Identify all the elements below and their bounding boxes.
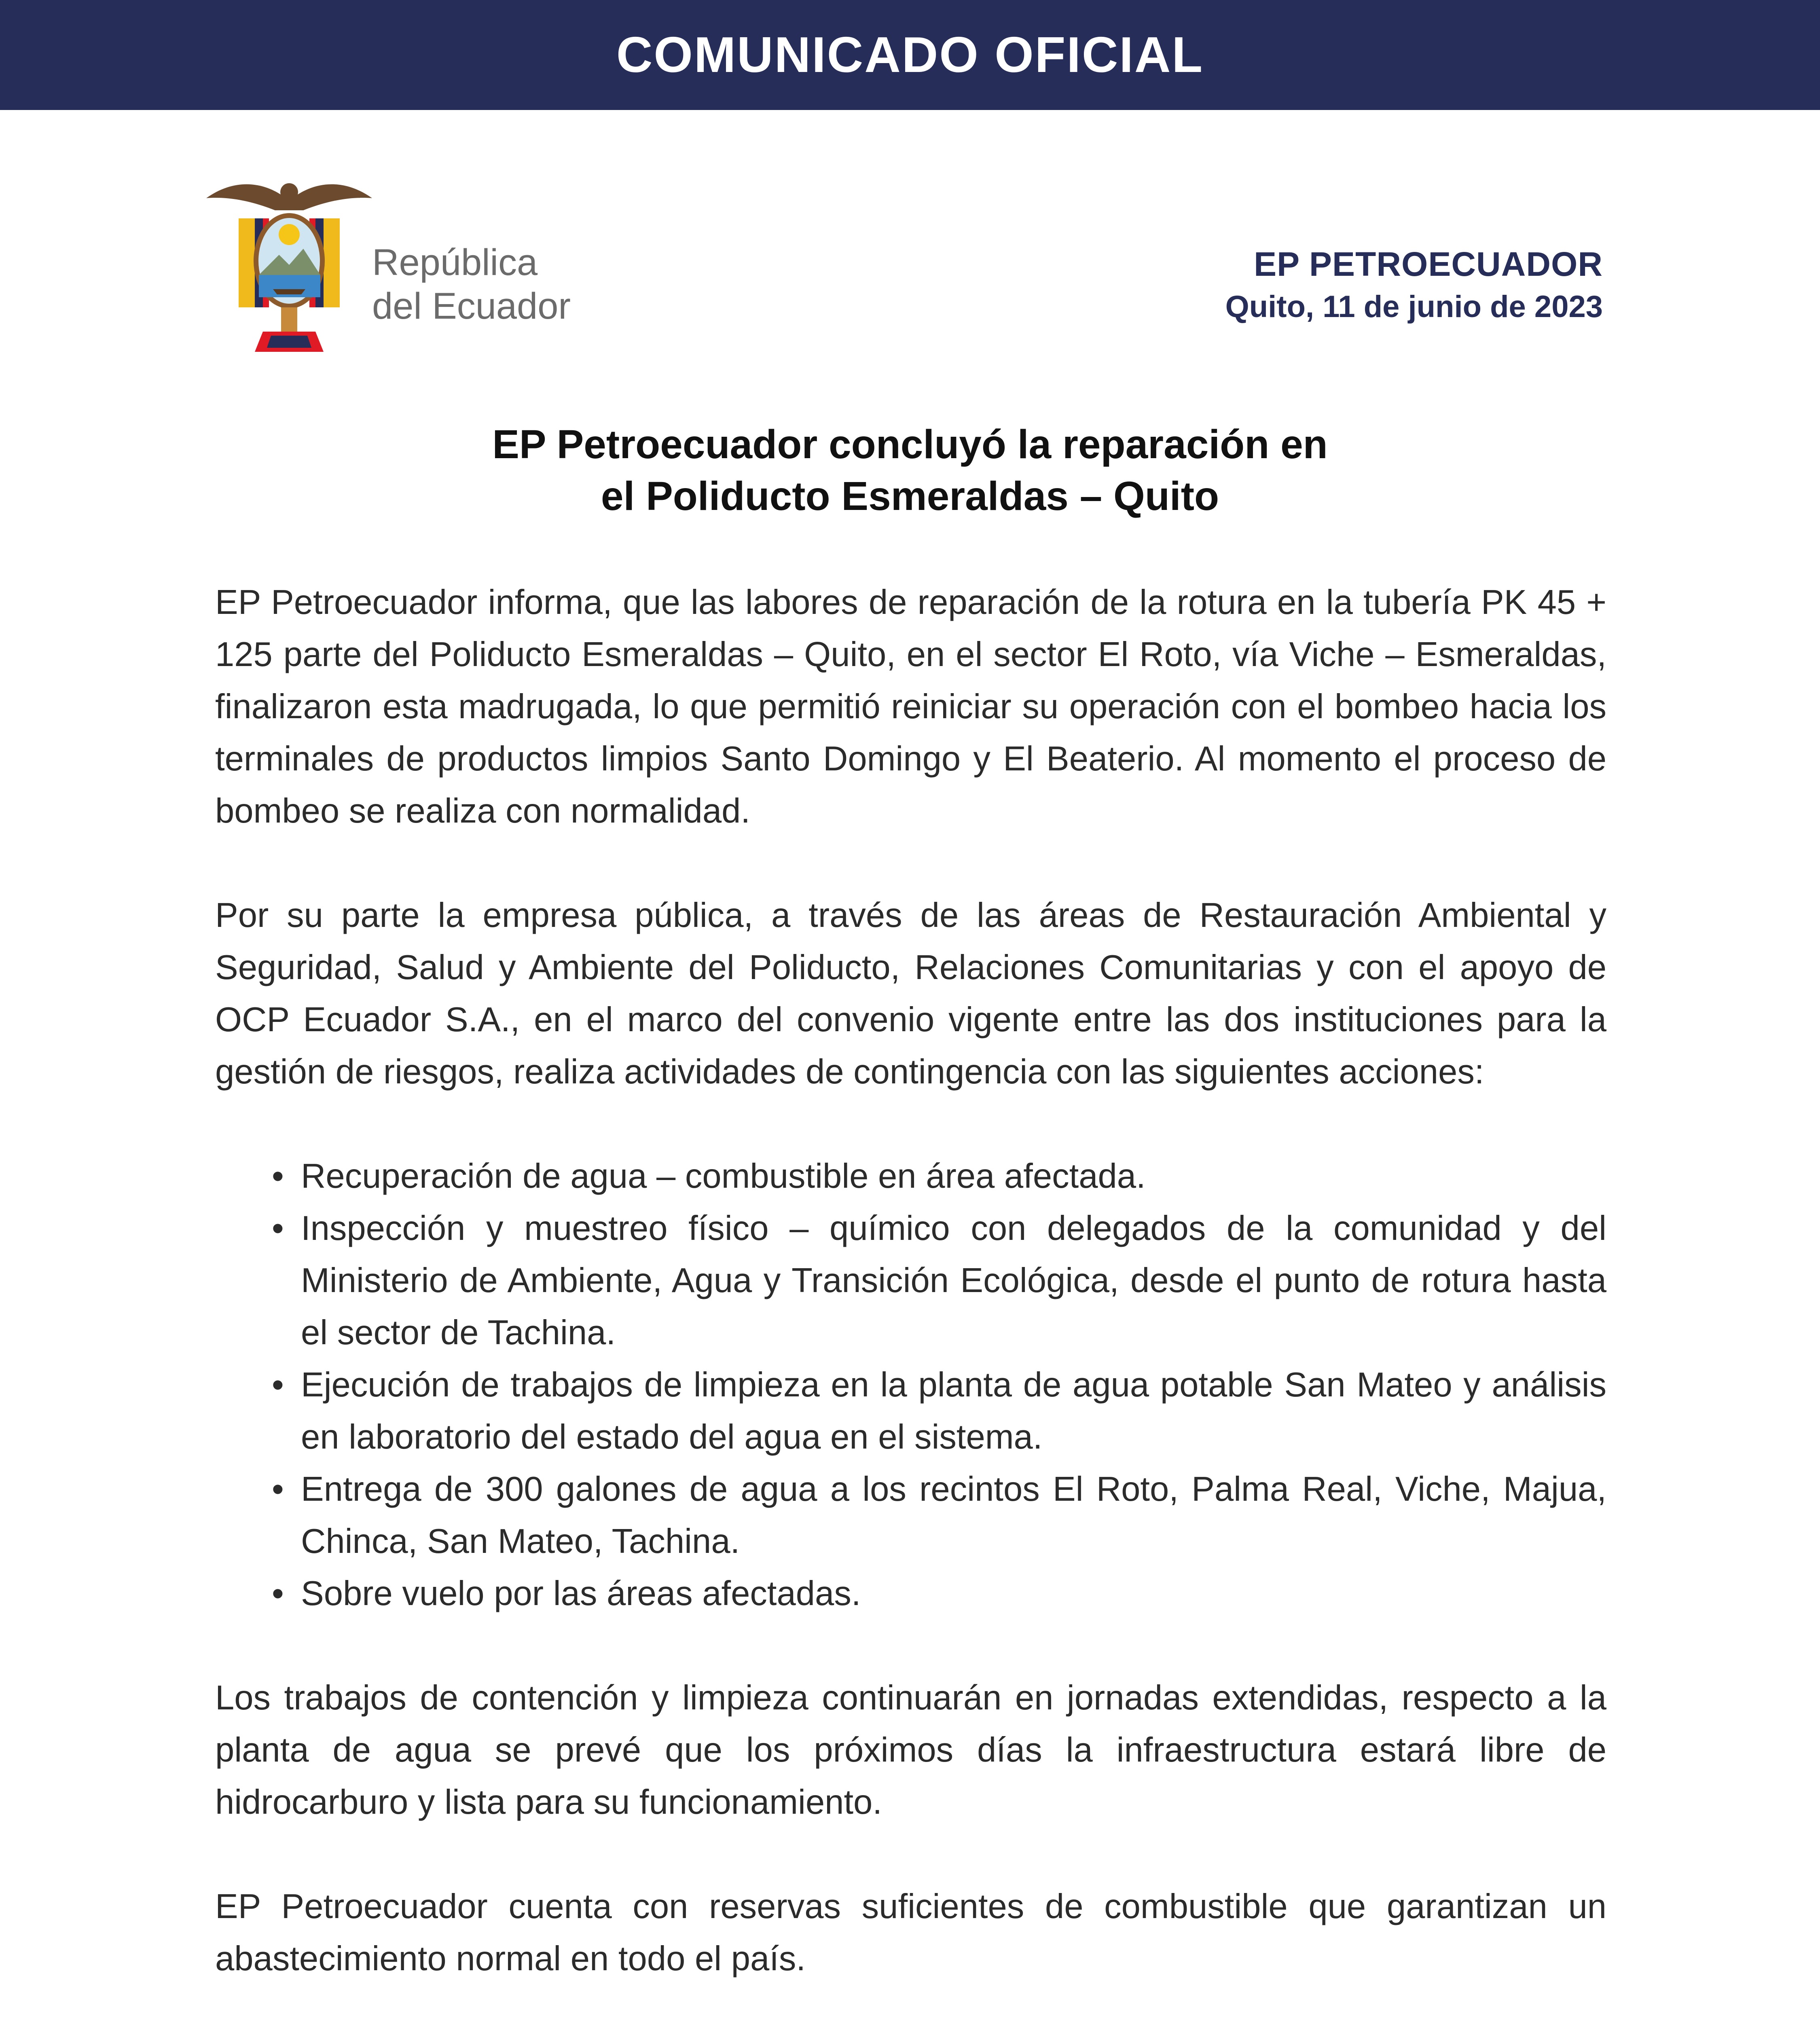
republica-line2: del Ecuador (372, 286, 571, 327)
document-body (215, 576, 1606, 2022)
actions-list (215, 1150, 1606, 1620)
list-item: • Sobre vuelo por las áreas afectadas. (215, 1567, 1606, 1620)
banner-title: COMUNICADO OFICIAL (616, 27, 1204, 83)
coat-of-arms-icon (202, 174, 376, 364)
headline-line1: EP Petroecuador concluyó la reparación en (492, 422, 1328, 467)
header-banner (0, 0, 1820, 110)
list-item: • Recuperación de agua – combustible en área afectada. (215, 1150, 1606, 1202)
paragraph-1: EP Petroecuador informa, que las labores de reparación de la rotura en la tubería PK 45 + 125 parte del Poliducto Esmeraldas – Quito, en el sector El Roto, vía Viche – Esmeraldas, finalizaron esta madrugada, lo que permitió reiniciar su operación con el bombeo hacia los terminales de productos limpios Santo Domingo y El Beaterio. Al momento el proceso de bombeo se realiza con normalidad. (215, 583, 1606, 830)
paragraph-2: Por su parte la empresa pública, a través de las áreas de Restauración Ambiental y Seguridad, Salud y Ambiente del Poliducto, Relaciones Comunitarias y con el apoyo de OCP Ecuador S.A., en el marco del convenio vigente entre las dos instituciones para la gestión de riesgos, realiza actividades de contingencia con las siguientes acciones: (215, 896, 1606, 1091)
republica-line1: República (372, 242, 538, 283)
document-date: Quito, 11 de junio de 2023 (1225, 290, 1603, 324)
republica-del-ecuador-label (372, 241, 571, 328)
list-item: • Inspección y muestreo físico – químico con delegados de la comunidad y del Ministerio de Ambiente, Agua y Transición Ecológica, desde el punto de rotura hasta el sector de Tachina. (215, 1202, 1606, 1359)
paragraph-4: EP Petroecuador cuenta con reservas suficientes de combustible que garantizan un abastecimiento normal en todo el país. (215, 1887, 1606, 1978)
header-info (1225, 243, 1603, 328)
paragraph-3: Los trabajos de contención y limpieza continuarán en jornadas extendidas, respecto a la planta de agua se prevé que los próximos días la infraestructura estará libre de hidrocarburo y lista para su funcionamiento. (215, 1679, 1606, 1821)
headline-line2: el Poliducto Esmeraldas – Quito (601, 474, 1219, 519)
page-title (283, 419, 1537, 522)
list-item: • Ejecución de trabajos de limpieza en la planta de agua potable San Mateo y análisis en laboratorio del estado del agua en el sistema. (215, 1359, 1606, 1463)
organization-name: EP PETROECUADOR (1254, 245, 1603, 283)
list-item: • Entrega de 300 galones de agua a los recintos El Roto, Palma Real, Viche, Majua, Chinca, San Mateo, Tachina. (215, 1463, 1606, 1567)
